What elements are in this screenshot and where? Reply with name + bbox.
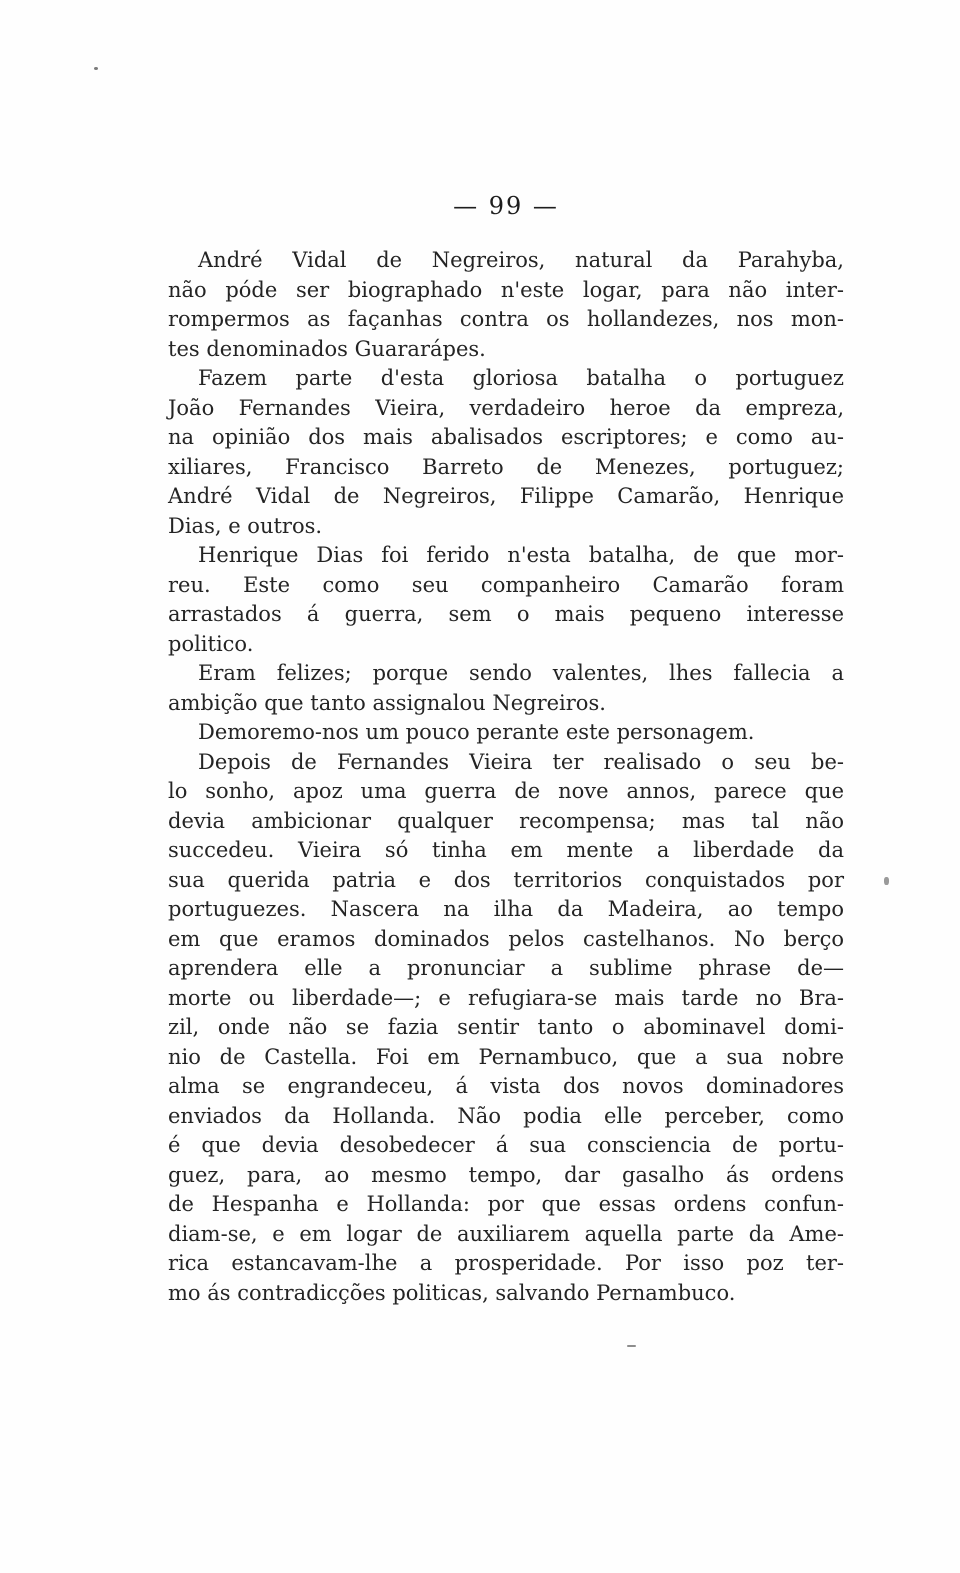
text-line: em que eramos dominados pelos castelhanos. No berço <box>168 926 844 951</box>
text-line: Dias, e outros. <box>168 513 323 538</box>
text-line: enviados da Hollanda. Não podia elle perceber, como <box>168 1103 844 1128</box>
text-line: Fazem parte d'esta gloriosa batalha o portuguez <box>198 366 844 390</box>
text-line: Henrique Dias foi ferido n'esta batalha, de que mor- <box>198 543 844 567</box>
text-line: nio de Castella. Foi em Pernambuco, que a sua nobre <box>168 1044 844 1069</box>
text-line: succedeu. Vieira só tinha em mente a liberdade da <box>168 838 844 862</box>
text-line: diam-se, e em logar de auxiliarem aquella parte da Ame- <box>168 1221 844 1246</box>
text-line: é que devia desobedecer á sua consciencia de portu- <box>168 1133 844 1157</box>
paragraph <box>168 246 844 364</box>
text-line: André Vidal de Negreiros, natural da Parahyba, <box>198 248 844 272</box>
text-line: xiliares, Francisco Barreto de Menezes, portuguez; <box>168 454 844 479</box>
text-line: morte ou liberdade—; e refugiara-se mais tarde no Bra- <box>168 985 844 1010</box>
text-line: devia ambicionar qualquer recompensa; mas tal não <box>168 808 844 833</box>
scan-speck-top-left <box>94 67 98 70</box>
text-line: reu. Este como seu companheiro Camarão foram <box>168 572 844 597</box>
page-text <box>168 246 844 1308</box>
text-line: de Hespanha e Hollanda: por que essas ordens confun- <box>168 1192 844 1216</box>
paragraph <box>168 659 844 718</box>
text-line: rica estancavam-lhe a prosperidade. Por isso poz ter- <box>168 1251 844 1275</box>
text-line: não póde ser biographado n'este logar, para não inter- <box>168 277 844 302</box>
text-line: portuguezes. Nascera na ilha da Madeira, ao tempo <box>168 897 844 921</box>
text-line: lo sonho, apoz uma guerra de nove annos, parece que <box>168 779 844 803</box>
text-line: politico. <box>168 631 254 656</box>
text-line: tes denominados Guararápes. <box>168 336 486 361</box>
paragraph <box>168 748 844 1309</box>
text-line: alma se engrandeceu, á vista dos novos dominadores <box>168 1074 844 1098</box>
text-line: ambição que tanto assignalou Negreiros. <box>168 690 606 715</box>
text-line: Eram felizes; porque sendo valentes, lhes fallecia a <box>198 661 844 685</box>
text-line: mo ás contradicções politicas, salvando Pernambuco. <box>168 1280 736 1305</box>
scan-speck-bottom <box>627 1345 636 1347</box>
text-line: arrastados á guerra, sem o mais pequeno interesse <box>168 602 844 626</box>
paragraph <box>168 718 844 748</box>
text-line: rompermos as façanhas contra os hollandezes, nos mon- <box>168 307 844 331</box>
paragraph <box>168 541 844 659</box>
text-line: aprendera elle a pronunciar a sublime phrase de— <box>168 956 844 980</box>
paragraph <box>168 364 844 541</box>
text-line: André Vidal de Negreiros, Filippe Camarão, Henrique <box>168 484 844 508</box>
text-line: João Fernandes Vieira, verdadeiro heroe da empreza, <box>168 395 844 420</box>
text-line: sua querida patria e dos territorios conquistados por <box>168 867 844 892</box>
text-line: Demoremo-nos um pouco perante este personagem. <box>198 720 755 744</box>
page-number: — 99 — <box>453 192 559 220</box>
text-line: guez, para, ao mesmo tempo, dar gasalho ás ordens <box>168 1162 844 1187</box>
text-line: zil, onde não se fazia sentir tanto o abominavel domi- <box>168 1015 844 1039</box>
text-line: na opinião dos mais abalisados escriptores; e como au- <box>168 425 844 449</box>
scan-speck-right-edge <box>884 877 889 885</box>
text-line: Depois de Fernandes Vieira ter realisado o seu be- <box>198 749 844 774</box>
